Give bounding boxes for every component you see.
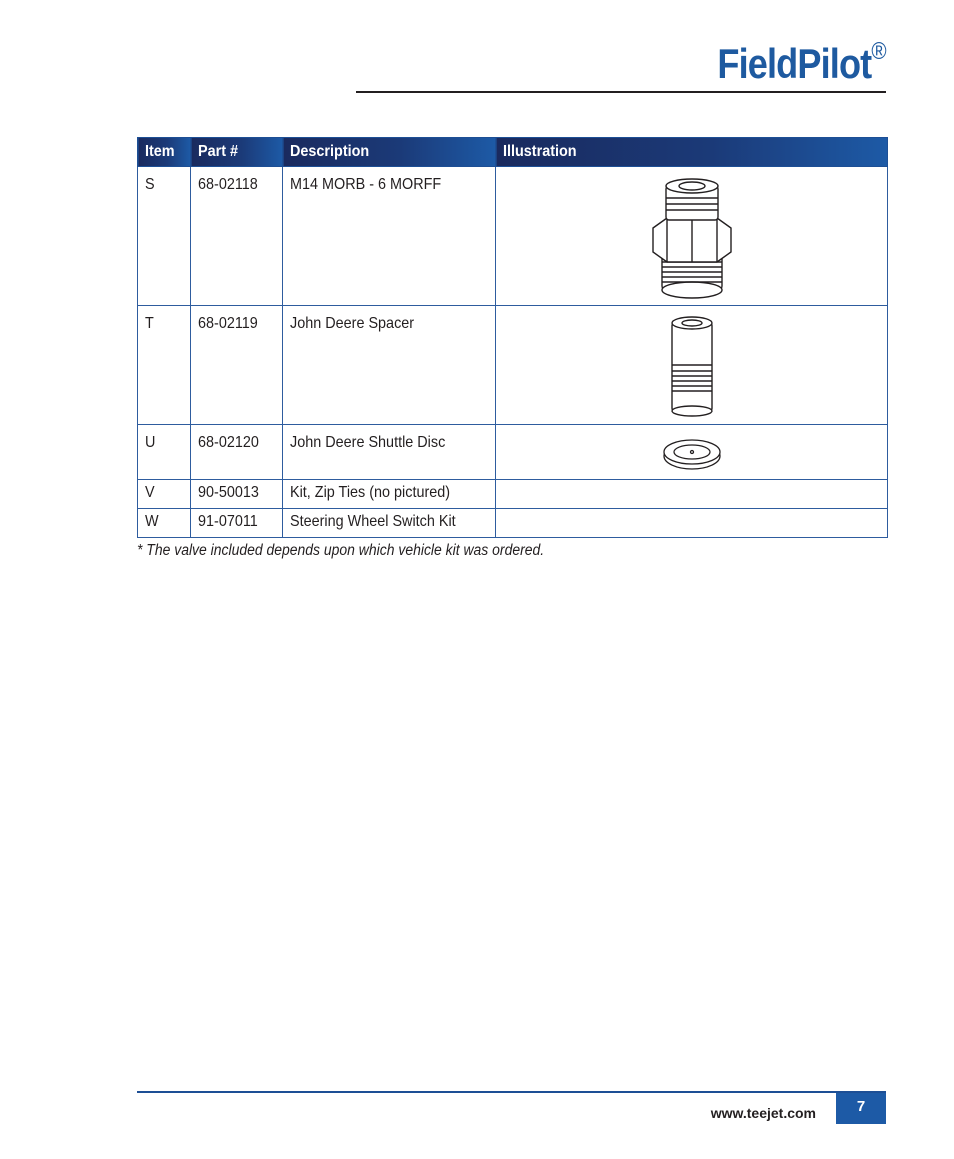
item-cell: U xyxy=(138,425,191,480)
table-header-row xyxy=(138,138,888,167)
illustration-cell xyxy=(496,509,888,538)
part-cell: 68-02118 xyxy=(191,167,283,306)
part-cell: 91-07011 xyxy=(191,509,283,538)
column-header-part: Part # xyxy=(191,138,283,167)
parts-table xyxy=(137,137,888,538)
description-cell: John Deere Spacer xyxy=(283,306,496,425)
page-number: 7 xyxy=(836,1093,886,1124)
part-cell: 68-02120 xyxy=(191,425,283,480)
fitting-illustration xyxy=(647,176,737,300)
column-header-description: Description xyxy=(283,138,496,167)
spacer-illustration xyxy=(667,315,717,419)
column-header-item: Item xyxy=(138,138,191,167)
item-cell: W xyxy=(138,509,191,538)
description-cell: Steering Wheel Switch Kit xyxy=(283,509,496,538)
footnote: * The valve included depends upon which vehicle kit was ordered. xyxy=(137,542,545,559)
table-row xyxy=(138,425,888,480)
item-cell: T xyxy=(138,306,191,425)
fieldpilot-logo: FieldPilot® xyxy=(717,38,886,87)
illustration-cell xyxy=(496,306,888,425)
illustration-cell xyxy=(496,167,888,306)
column-header-illustration: Illustration xyxy=(496,138,888,167)
footer-rule xyxy=(137,1091,886,1093)
table-row xyxy=(138,306,888,425)
illustration-cell xyxy=(496,425,888,480)
table-row xyxy=(138,480,888,509)
description-cell: Kit, Zip Ties (no pictured) xyxy=(283,480,496,509)
description-cell: John Deere Shuttle Disc xyxy=(283,425,496,480)
disc-illustration xyxy=(661,434,723,474)
item-cell: S xyxy=(138,167,191,306)
part-cell: 90-50013 xyxy=(191,480,283,509)
footer-url: www.teejet.com xyxy=(710,1105,816,1121)
part-cell: 68-02119 xyxy=(191,306,283,425)
illustration-cell xyxy=(496,480,888,509)
description-cell: M14 MORB - 6 MORFF xyxy=(283,167,496,306)
table-row xyxy=(138,509,888,538)
item-cell: V xyxy=(138,480,191,509)
header-rule xyxy=(356,91,886,93)
table-row xyxy=(138,167,888,306)
